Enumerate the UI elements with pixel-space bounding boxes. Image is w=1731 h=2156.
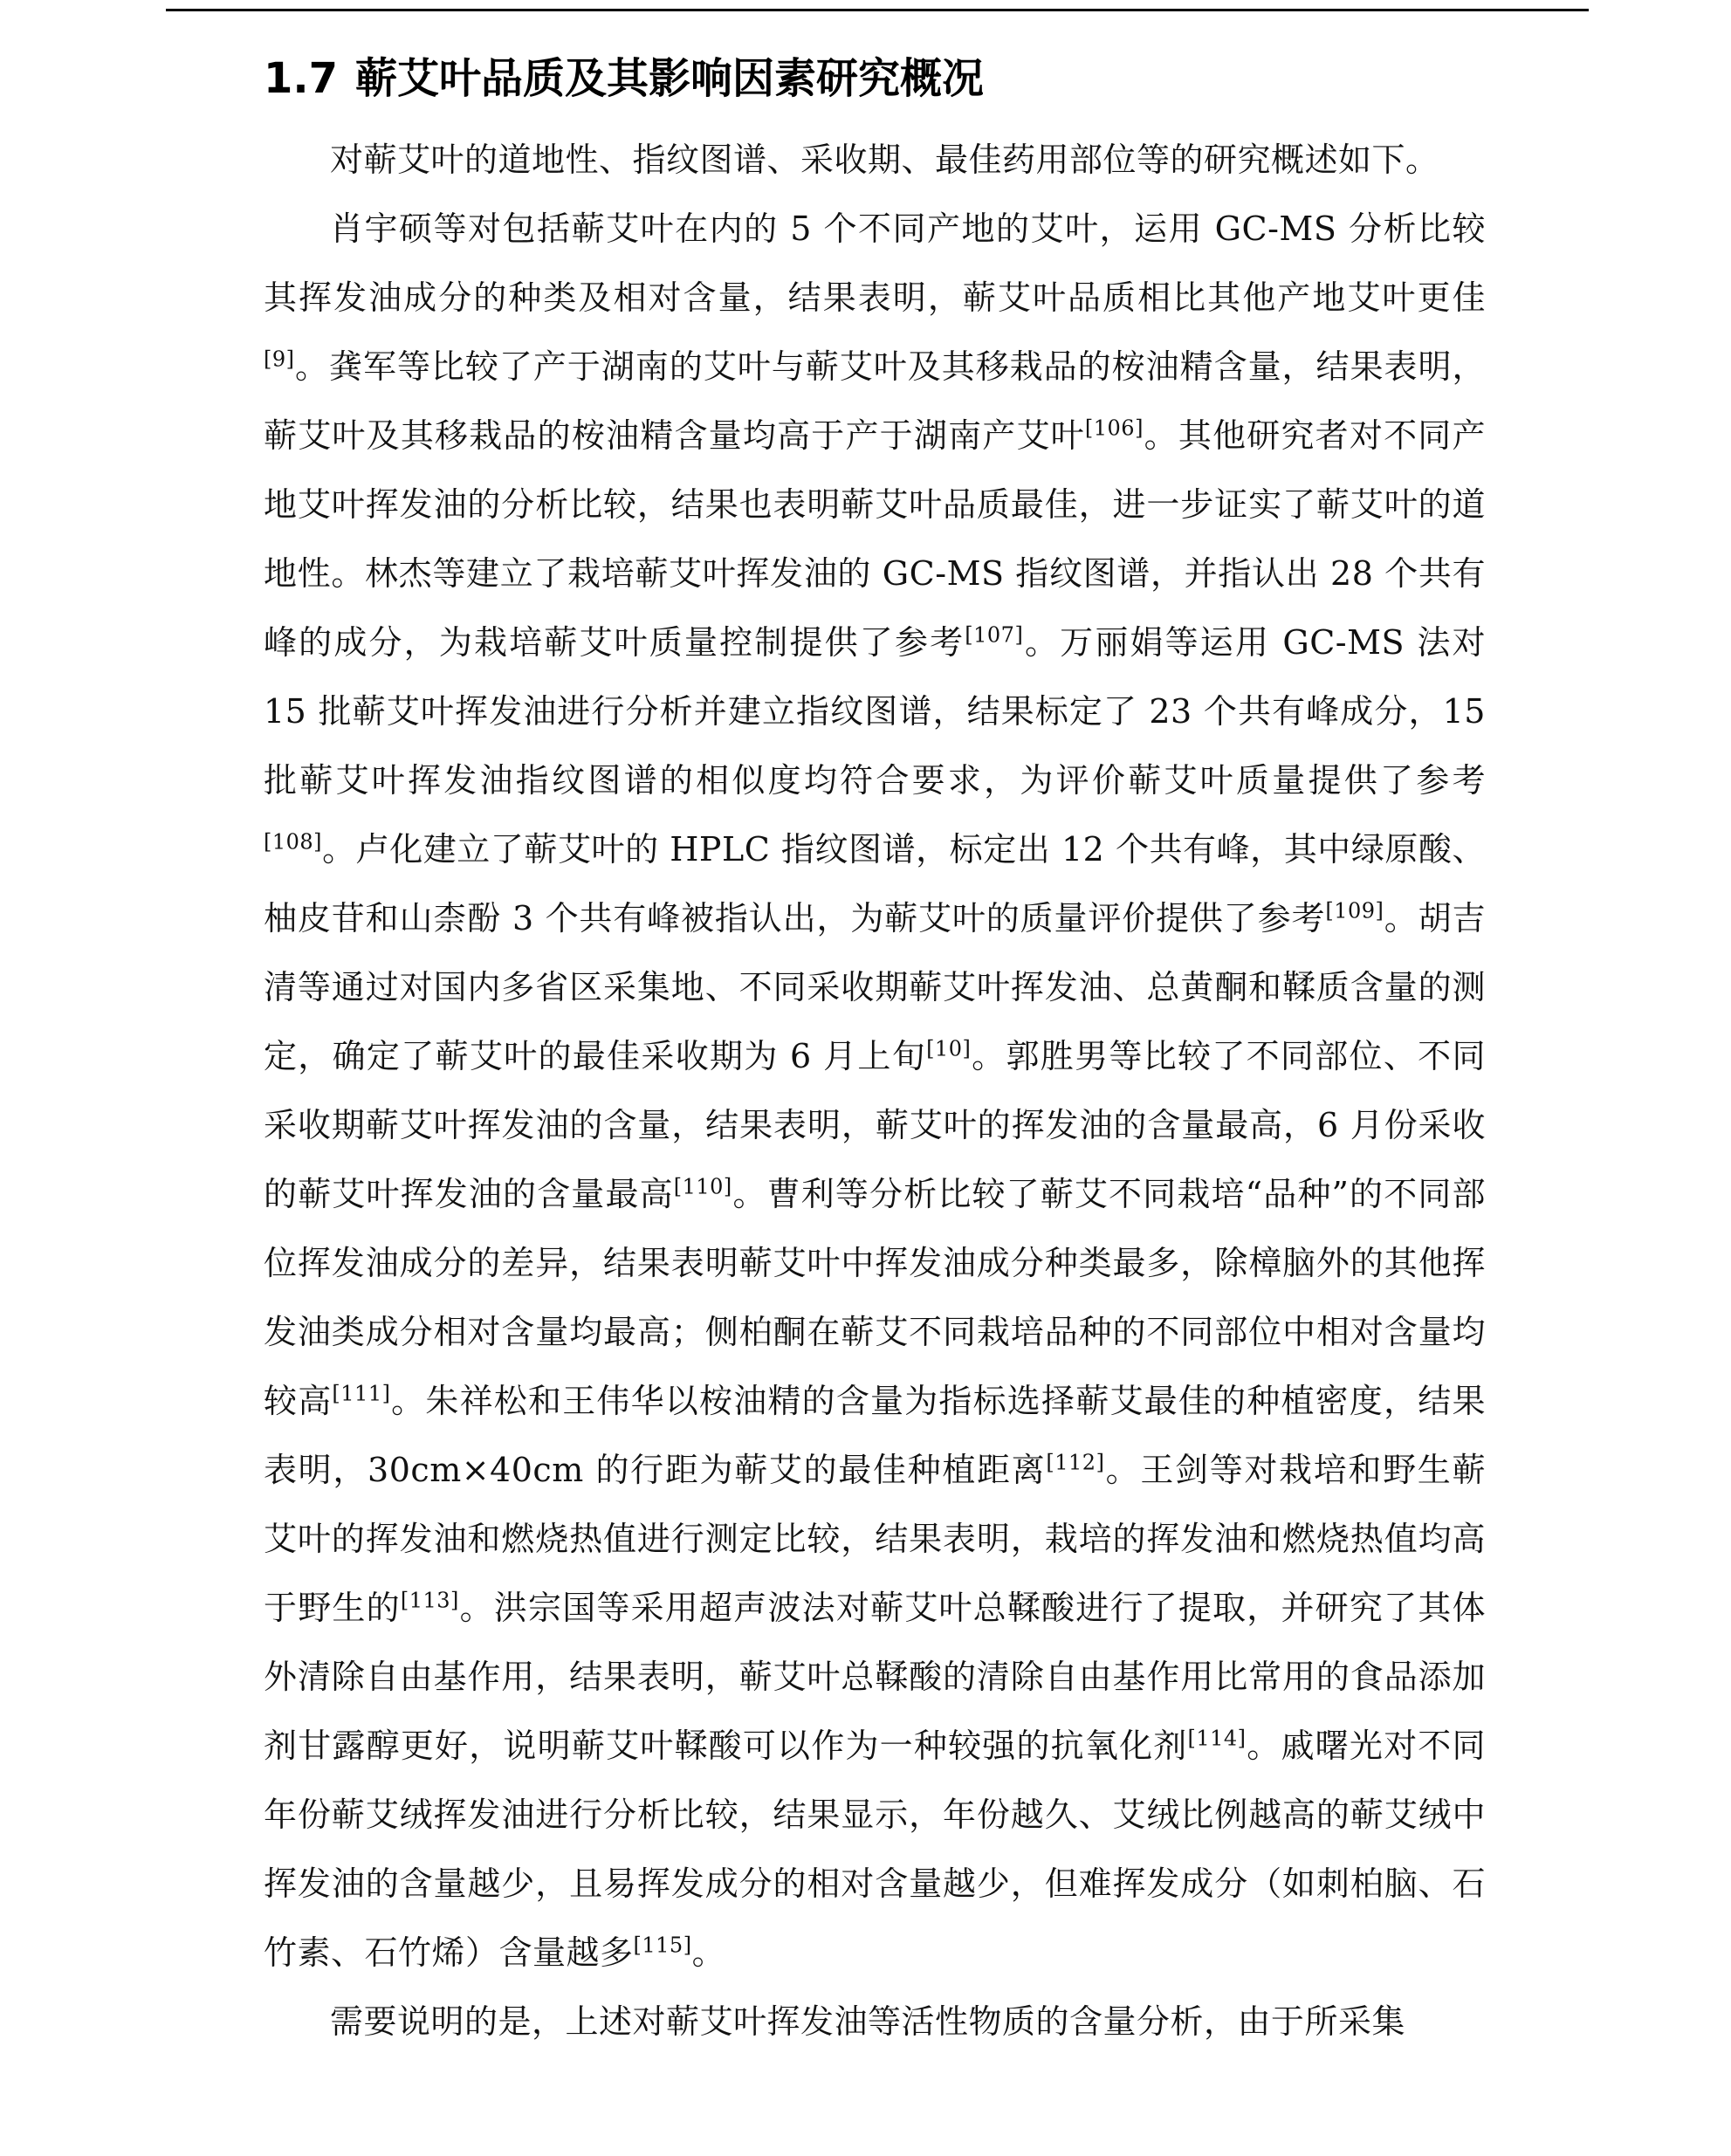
- citation-marker: [115]: [633, 1933, 692, 1958]
- paragraph-text: 。龚军等比较了产于湖南的艾叶与蕲艾叶及其移栽品的桉油精含量，结果表明，蕲艾叶及其移栽品的桉油精含量均高于产于湖南产艾叶: [264, 347, 1486, 455]
- paragraph: [264, 195, 1486, 1988]
- citation-marker: [106]: [1084, 415, 1144, 441]
- paragraph-text: 。卢化建立了蕲艾叶的 HPLC 指纹图谱，标定出 12 个共有峰，其中绿原酸、柚皮苷和山柰酚 3 个共有峰被指认出，为蕲艾叶的质量评价提供了参考: [264, 830, 1486, 937]
- section-heading: [264, 52, 1486, 105]
- paragraph-text: 肖宇硕等对包括蕲艾叶在内的 5 个不同产地的艾叶，运用 GC-MS 分析比较其挥发油成分的种类及相对含量，结果表明，蕲艾叶品质相比其他产地艾叶更佳: [264, 209, 1486, 317]
- section-number: 1.7: [264, 54, 339, 103]
- paragraph-text: 。万丽娟等运用 GC-MS 法对 15 批蕲艾叶挥发油进行分析并建立指纹图谱，结果标定了 23 个共有峰成分，15 批蕲艾叶挥发油指纹图谱的相似度均符合要求，为评价蕲艾叶质量提供了参考: [264, 623, 1486, 800]
- citation-marker: [110]: [673, 1174, 732, 1199]
- paragraph-text: 对蕲艾叶的道地性、指纹图谱、采收期、最佳药用部位等的研究概述如下。: [330, 141, 1439, 179]
- paragraph-text: 。胡吉清等通过对国内多省区采集地、不同采收期蕲艾叶挥发油、总黄酮和鞣质含量的测定，确定了蕲艾叶的最佳采收期为 6 月上旬: [264, 899, 1486, 1075]
- citation-marker: [107]: [965, 622, 1024, 648]
- header-rule: [166, 9, 1589, 11]
- page-body: [264, 52, 1486, 2056]
- paragraph-text: 。戚曙光对不同年份蕲艾绒挥发油进行分析比较，结果显示，年份越久、艾绒比例越高的蕲艾绒中挥发油的含量越少，且易挥发成分的相对含量越少，但难挥发成分（如刺柏脑、石竹素、石竹烯）含量越多: [264, 1727, 1486, 1972]
- paragraph-text: 需要说明的是，上述对蕲艾叶挥发油等活性物质的含量分析，由于所采集: [330, 2002, 1406, 2041]
- citation-marker: [109]: [1325, 898, 1384, 924]
- citation-marker: [9]: [264, 347, 295, 372]
- section-title: 蕲艾叶品质及其影响因素研究概况: [355, 54, 985, 103]
- citation-marker: [111]: [332, 1381, 391, 1406]
- citation-marker: [113]: [400, 1588, 459, 1613]
- paragraph-text: 。: [691, 1933, 726, 1972]
- paragraph-text: 。曹利等分析比较了蕲艾不同栽培“品种”的不同部位挥发油成分的差异，结果表明蕲艾叶中挥发油成分种类最多，除樟脑外的其他挥发油类成分相对含量均最高；侧柏酮在蕲艾不同栽培品种的不同部位中相对含量均较高: [264, 1175, 1486, 1420]
- paragraph-text: 。王剑等对栽培和野生蕲艾叶的挥发油和燃烧热值进行测定比较，结果表明，栽培的挥发油和燃烧热值均高于野生的: [264, 1451, 1486, 1627]
- paragraph-text: 。郭胜男等比较了不同部位、不同采收期蕲艾叶挥发油的含量，结果表明，蕲艾叶的挥发油的含量最高，6 月份采收的蕲艾叶挥发油的含量最高: [264, 1037, 1486, 1213]
- citation-marker: [10]: [926, 1036, 972, 1061]
- paragraph: [264, 126, 1486, 195]
- paragraph-text: 。其他研究者对不同产地艾叶挥发油的分析比较，结果也表明蕲艾叶品质最佳，进一步证实了蕲艾叶的道地性。林杰等建立了栽培蕲艾叶挥发油的 GC-MS 指纹图谱，并指认出 28 个共有峰的成分，为栽培蕲艾叶质量控制提供了参考: [264, 416, 1486, 662]
- citation-marker: [108]: [264, 829, 323, 855]
- paragraphs: [264, 126, 1486, 2056]
- citation-marker: [114]: [1187, 1726, 1247, 1751]
- citation-marker: [112]: [1046, 1450, 1105, 1475]
- paragraph: [264, 1988, 1486, 2056]
- paragraph-text: 。朱祥松和王伟华以桉油精的含量为指标选择蕲艾最佳的种植密度，结果表明，30cm×40cm 的行距为蕲艾的最佳种植距离: [264, 1382, 1486, 1489]
- paragraph-text: 。洪宗国等采用超声波法对蕲艾叶总鞣酸进行了提取，并研究了其体外清除自由基作用，结果表明，蕲艾叶总鞣酸的清除自由基作用比常用的食品添加剂甘露醇更好，说明蕲艾叶鞣酸可以作为一种较强的抗氧化剂: [264, 1589, 1486, 1765]
